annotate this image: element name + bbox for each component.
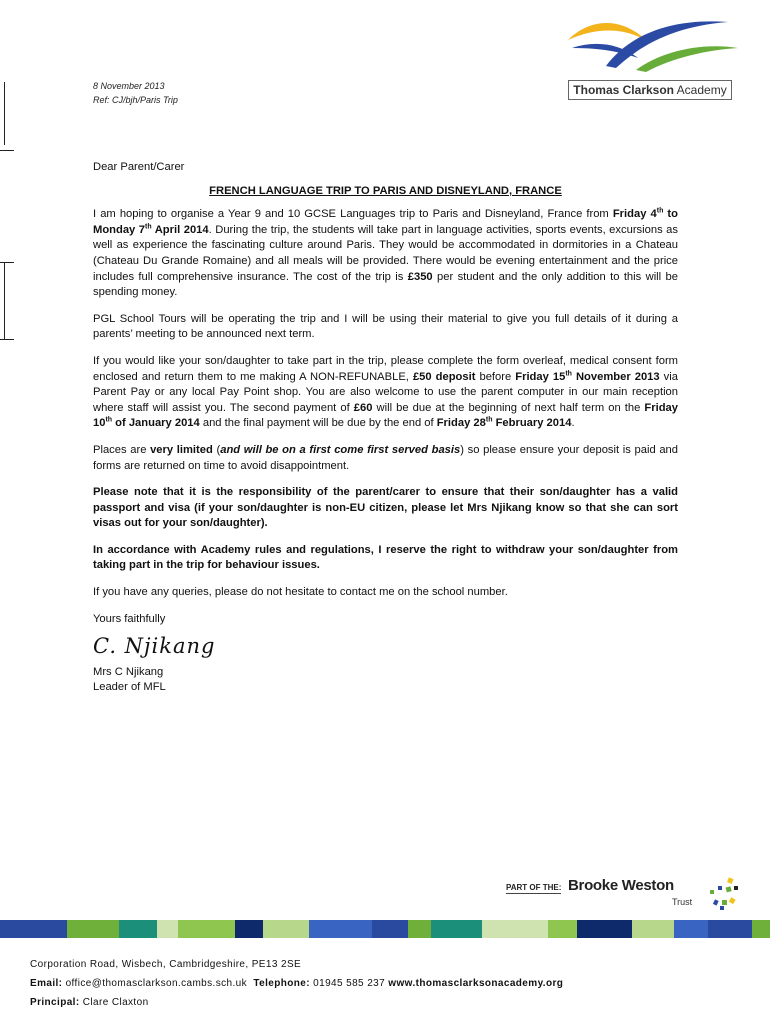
footer-principal: Principal: Clare Claxton xyxy=(30,997,149,1008)
stripe-segment xyxy=(119,920,157,938)
school-name xyxy=(568,80,732,100)
footer-website: www.thomasclarksonacademy.org xyxy=(388,978,564,989)
letter-meta xyxy=(93,79,178,107)
letter-body xyxy=(93,160,678,696)
stripe-segment xyxy=(548,920,577,938)
stripe-segment xyxy=(235,920,264,938)
footer-email: office@thomasclarkson.cambs.sch.uk xyxy=(62,978,248,989)
letter-date: 8 November 2013 xyxy=(93,81,165,91)
margin-tick xyxy=(0,150,14,151)
trust-word: Trust xyxy=(672,897,693,907)
second-payment: £60 xyxy=(353,401,373,414)
school-name-regular: Academy xyxy=(674,83,727,97)
stripe-segment xyxy=(157,920,178,938)
margin-line xyxy=(4,82,5,145)
final-payment-date: Friday 28th February 2014 xyxy=(436,416,572,430)
stripe-segment xyxy=(67,920,119,938)
stripe-segment xyxy=(178,920,235,938)
stripe-segment xyxy=(372,920,408,938)
school-name-bold: Thomas Clarkson xyxy=(573,83,674,97)
trust-logo xyxy=(506,876,741,912)
paragraph-behaviour: In accordance with Academy rules and regulations, I reserve the right to withdraw your son/daughter from taking part in the trip for behaviour issues. xyxy=(93,543,678,572)
closing: Yours faithfully xyxy=(93,612,166,625)
deposit-deadline: Friday 15th November 2013 xyxy=(515,369,660,383)
trust-mark-icon xyxy=(704,876,740,912)
text: . During the trip, the students will take part in language activities, sports events, excursions as well as experience the fascinating culture around Paris. They would be accommodated in dormitories in a Chateau (Chateau Du Grande Romaine) and all meals will be provided. There would be evening entertainment and the price includes full comprehensive insurance. The cost of the trip is xyxy=(93,223,678,283)
paragraph-pgl: PGL School Tours will be operating the trip and I will be using their material to give you full details of it during a parents’ meeting to be announced next term. xyxy=(93,312,678,341)
footer-color-stripe xyxy=(0,920,770,938)
margin-line xyxy=(4,262,5,340)
text: I am hoping to organise a Year 9 and 10 GCSE Languages trip to Paris and Disneyland, France from xyxy=(93,208,613,221)
stripe-segment xyxy=(752,920,770,938)
stripe-segment xyxy=(674,920,708,938)
places-limited: very limited xyxy=(150,443,213,456)
stripe-segment xyxy=(408,920,431,938)
stripe-segment xyxy=(482,920,549,938)
deposit-amount: £50 deposit xyxy=(412,370,476,383)
footer xyxy=(30,955,563,1012)
school-logo xyxy=(560,12,740,102)
signature: C. Njikang xyxy=(93,634,216,659)
paragraph-payment: If you would like your son/daughter to take part in the trip, please complete the form overleaf, medical consent form enclosed and return them to me making A NON-REFUNABLE, £50 deposit before Friday 15th November 2013 via Parent Pay or any local Pay Point shop. You are also welcome to use the parent computer in our main reception where staff will assist you. The second payment of £60 will be due at the beginning of next half term on the Friday 10th of January 2014 and the final payment will be due by the end of Friday 28th February 2014. xyxy=(93,354,678,430)
paragraph-places: Places are very limited (and will be on a first come first served basis) so please ensure your deposit is paid and forms are returned on time to avoid disappointment. xyxy=(93,443,678,472)
letter-ref: Ref: CJ/bjh/Paris Trip xyxy=(93,95,178,105)
trip-price: £350 xyxy=(407,270,433,283)
footer-phone: 01945 585 237 xyxy=(309,978,386,989)
footer-address: Corporation Road, Wisbech, Cambridgeshire, PE13 2SE xyxy=(30,959,302,970)
stripe-segment xyxy=(577,920,632,938)
salutation: Dear Parent/Carer xyxy=(93,161,185,173)
signatory-role: Leader of MFL xyxy=(93,681,166,694)
paragraph-passport: Please note that it is the responsibility of the parent/carer to ensure that their son/daughter has a valid passport and visa (if your son/daughter is non-EU citizen, please let Mrs Njikang know so that she can sort visas out for your son/daughter). xyxy=(93,486,678,530)
text: per student and the only addition to this will be spending money. xyxy=(93,270,678,299)
trip-dates: Friday 4th to Monday 7th April 2014 xyxy=(93,207,678,236)
stripe-segment xyxy=(0,920,67,938)
stripe-segment xyxy=(632,920,674,938)
paragraph-trip-details xyxy=(93,207,678,301)
stripe-segment xyxy=(309,920,372,938)
footer-contact: Email: office@thomasclarkson.cambs.sch.uk Telephone: 01945 585 237 www.thomasclarksonacademy.org xyxy=(30,978,564,989)
second-payment-date: Friday 10th of January 2014 xyxy=(93,401,678,430)
stripe-segment xyxy=(431,920,482,938)
stripe-segment xyxy=(708,920,752,938)
trust-name: Brooke Weston xyxy=(568,877,674,894)
paragraph-queries: If you have any queries, please do not hesitate to contact me on the school number. xyxy=(93,586,508,599)
part-of-label: PART OF THE: xyxy=(506,883,562,892)
signatory-name: Mrs C Njikang xyxy=(93,665,164,678)
letter-subject: FRENCH LANGUAGE TRIP TO PARIS AND DISNEYLAND, FRANCE xyxy=(209,184,562,197)
birds-logo-icon xyxy=(560,12,740,82)
stripe-segment xyxy=(263,920,309,938)
margin-tick xyxy=(0,262,14,263)
margin-tick xyxy=(0,339,14,340)
first-come-note: and will be on a first come first served basis xyxy=(220,443,461,456)
